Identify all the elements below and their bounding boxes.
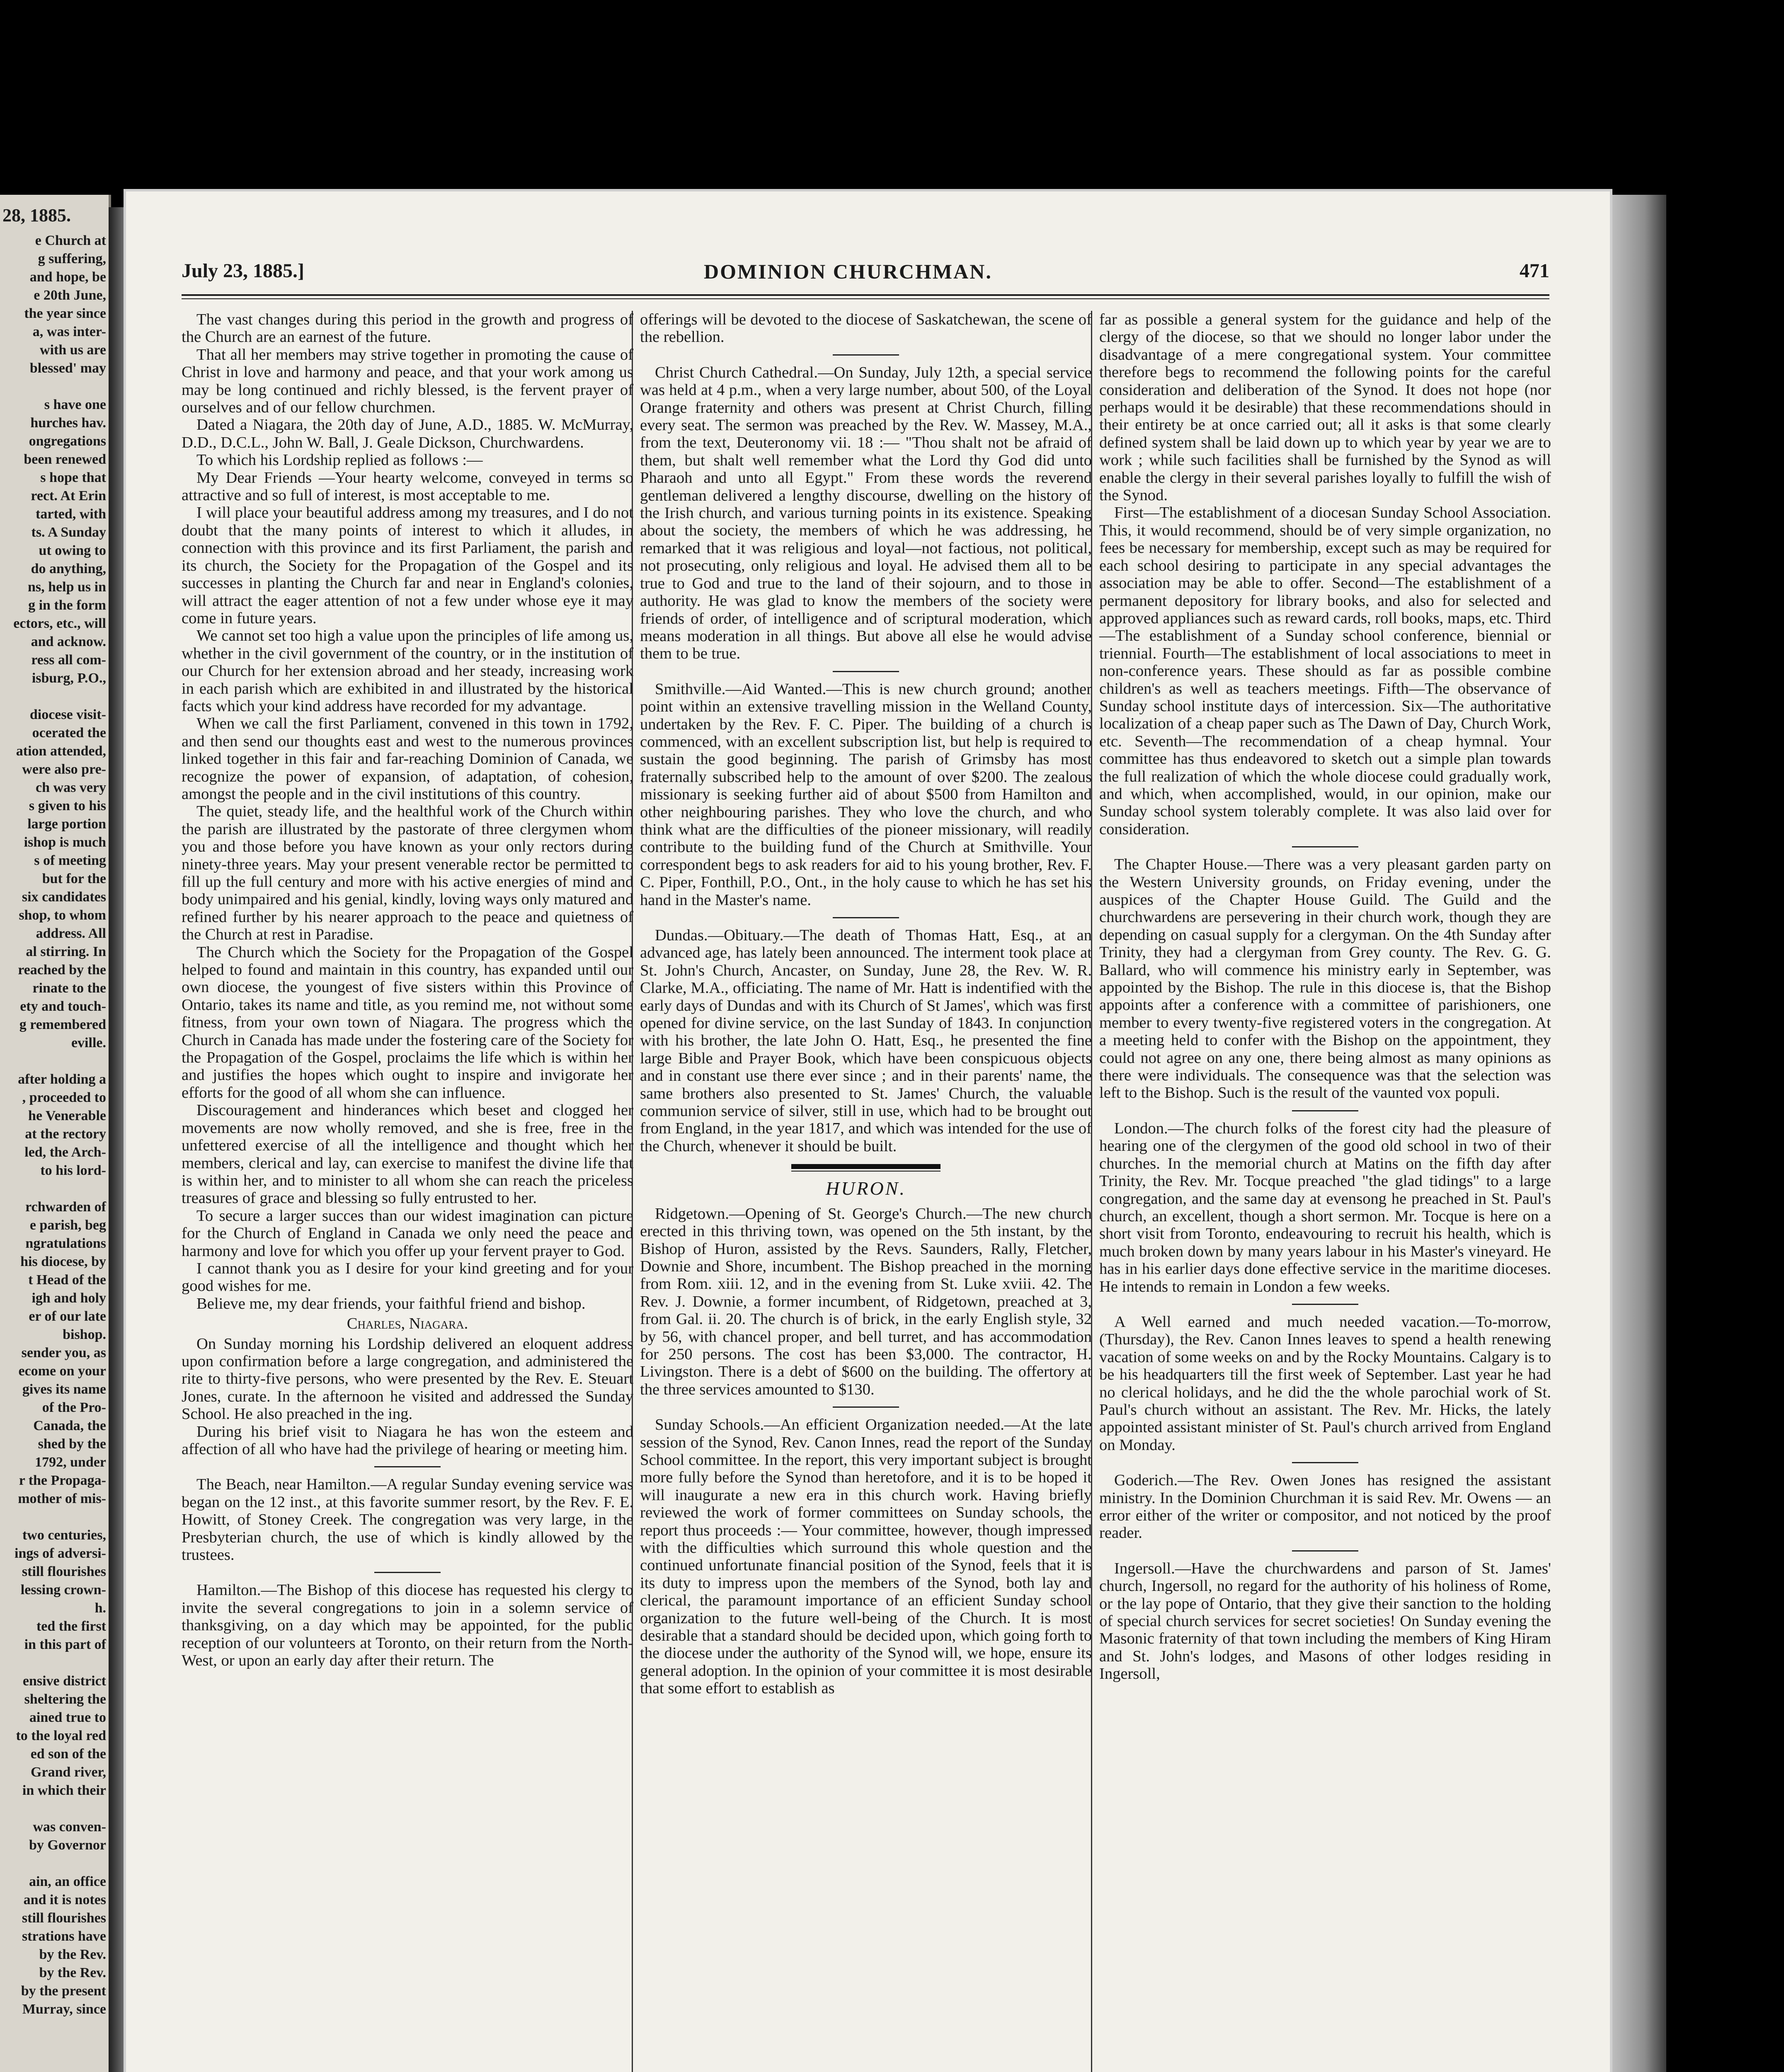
previous-page-line: ts. A Sunday (31, 525, 106, 540)
column-3 (1099, 311, 1551, 1683)
previous-page-line (0, 1800, 109, 1818)
issue-date: July 23, 1885.] (182, 260, 305, 282)
previous-page-line: h. (95, 1600, 106, 1616)
previous-page-line: rinate to the (32, 980, 106, 996)
previous-page-line: two centuries, (22, 1527, 106, 1543)
article-ridgetown: Ridgetown.—Opening of St. George's Church.—The new church erected in this thriving town, was opened on the 5th instant, by the Bishop of Huron, assisted by the Revs. Saunders, Rally, Fletcher, Downie and Shore, incumbent. The Bishop preached in the morning from Rom. xiii. 12, and in the evening from St. Luke xviii. 42. The Rev. J. Downie, a former incumbent, of Ridgetown, preached at 3, from Gal. ii. 20. The church is of brick, in the early English style, 32 by 56, with chancel proper, and bell turret, and has accommodation for 250 persons. The cost has been $3,000. The contractor, H. Livingston. There is a debt of $600 on the building. The offertory at the three services amounted to $130. (640, 1205, 1092, 1398)
previous-page-line: tarted, with (36, 506, 106, 522)
previous-page-text (0, 232, 109, 2019)
article-vacation: A Well earned and much needed vacation.—To-morrow, (Thursday), the Rev. Canon Innes leaves to spend a health renewing vacation of some weeks on and by the Rocky Mountains. Calgary is to be his headquarters till the first week of September. Last year he had no clerical holidays, and he did the the whole parochial work of St. Paul's church without an assistant. The Rev. Mr. Hicks, the lately appointed assistant minister of St. Paul's church arrived from England on Monday. (1099, 1313, 1551, 1454)
previous-page-line: ch was very (36, 780, 106, 795)
previous-page-line: ecome on your (18, 1363, 106, 1379)
previous-page-line: ngratulations (25, 1236, 106, 1251)
previous-page-line: gives its name (22, 1382, 106, 1397)
previous-page-line: after holding a (18, 1072, 106, 1087)
previous-page-line: by the Rev. (39, 1947, 106, 1962)
previous-page-line: igh and holy (32, 1290, 106, 1306)
section-separator (833, 354, 899, 356)
previous-page-line: but for the (42, 871, 106, 886)
previous-page-line: ted the first (36, 1619, 106, 1634)
previous-page-line: eville. (71, 1035, 106, 1051)
section-rule-thick (791, 1164, 940, 1169)
previous-page-line: diocese visit- (29, 707, 106, 722)
previous-page-line: r the Propaga- (19, 1473, 106, 1488)
previous-page-line: sheltering the (24, 1692, 106, 1707)
paragraph: On Sunday morning his Lordship delivered an eloquent address upon confirmation before a large congregation, and administered the rite to thirty-five persons, who were presented by the Rev. E. Steuart Jones, curate. In the afternoon he visited and addressed the Sunday School. He also preached in the ing. (182, 1335, 633, 1423)
previous-page-line: by the present (21, 1983, 106, 1999)
previous-page-line: he Venerable (28, 1108, 106, 1123)
previous-page-line: at the rectory (25, 1126, 106, 1142)
previous-page-line: still flourishes (22, 1910, 106, 1926)
page-header (182, 259, 1549, 288)
article-hamilton: Hamilton.—The Bishop of this diocese has requested his clergy to invite the several congregations to join in a solemn service of thanksgiving, on a day which may be appointed, for the public reception of our volunteers at Toronto, on their return from the North-West, or upon an early day after their return. The (182, 1581, 633, 1670)
section-separator (1292, 846, 1358, 847)
previous-page-line: ain, an office (29, 1874, 106, 1889)
previous-page-line: isburg, P.O., (32, 670, 106, 686)
previous-page-line: ut owing to (39, 543, 106, 558)
previous-page-line: address. All (36, 926, 106, 941)
previous-page-line: sender you, as (21, 1345, 106, 1360)
section-separator (833, 917, 899, 918)
article-christ-church: Christ Church Cathedral.—On Sunday, July 12th, a special service was held at 4 p.m., when a very large number, about 500, of the Loyal Orange fraternity and others was present at Christ Church, filling every seat. The sermon was preached by the Rev. W. Massey, M.A., from the text, Deuteronomy vii. 18 :— "Thou shalt not be afraid of them, but shalt well remember what the Lord thy God did unto Pharaoh and unto all Egypt." From these words the reverend gentleman delivered a lengthy discourse, dwelling on the history of the Irish church, and various turning points in its existence. Speaking about the society, the members of which he was addressing, he remarked that it was religious and loyal—not factious, not political, not prosecuting, only religious and loyal. He advised them all to be true to God and true to the land of their sojourn, and to those in authority. He was glad to know the members of the society were friends of order, of intelligence and of scriptural moderation, which means moderation in all things. But above all else he would advise them to be true. (640, 363, 1092, 663)
previous-page-line: , proceeded to (22, 1090, 106, 1105)
previous-page-line: the year since (24, 306, 106, 321)
previous-page-line: strations have (22, 1929, 106, 1944)
sunday-report-text (182, 1335, 633, 1458)
previous-page-line: ained true to (29, 1710, 106, 1725)
previous-page-line: s of meeting (34, 853, 106, 868)
previous-page-line: ectors, etc., will (13, 616, 106, 631)
paragraph: To secure a larger succes than our widest imagination can picture for the Church of England in Canada we only need the peace and harmony and love for which you offer up your fervent prayer to God. (182, 1207, 633, 1260)
previous-page-line: e 20th June, (34, 288, 106, 303)
previous-page-line: lessing crown- (20, 1582, 106, 1598)
previous-page-line (0, 1180, 109, 1198)
column-1 (182, 311, 633, 1669)
section-separator (1292, 1304, 1358, 1305)
previous-page-line: e Church at (35, 233, 106, 248)
section-separator (1292, 1462, 1358, 1463)
previous-page-line: Grand river, (31, 1765, 106, 1780)
previous-page-line: of the Pro- (42, 1400, 106, 1415)
previous-page-line: still flourishes (22, 1564, 106, 1579)
paragraph: My Dear Friends —Your hearty welcome, conveyed in terms so attractive and so full of interest, is most acceptable to me. (182, 469, 633, 504)
section-separator (1292, 1550, 1358, 1552)
section-separator (833, 671, 899, 672)
previous-page-line: e parish, beg (29, 1218, 106, 1233)
previous-page-line: ety and touch- (20, 999, 106, 1014)
previous-page-line: ress all com- (31, 652, 106, 668)
previous-page-line: in this part of (24, 1637, 106, 1652)
previous-page-line: Murray, since (22, 2002, 106, 2017)
previous-page-line: s hope that (40, 470, 106, 485)
masthead-title: DOMINION CHURCHMAN. (704, 260, 992, 283)
previous-page-line: al stirring. In (26, 944, 106, 959)
paragraph: To which his Lordship replied as follows :— (196, 451, 483, 469)
header-rule (182, 294, 1549, 296)
previous-page-line: ns, help us in (28, 579, 106, 595)
previous-page-line: in which their (22, 1783, 106, 1798)
previous-page-line: with us are (40, 342, 106, 358)
previous-page-line: ongregations (29, 433, 106, 449)
article-continuation: far as possible a general system for the guidance and help of the clergy of the diocese, so that we should no longer labor under the disadvantage of a mere congregational system. Your committee therefore begs to recommend the following points for the careful consideration and deliberation of the Synod. It does not hope (nor perhaps would it be desirable) that these recommendations should in their entirety be at once carried out; all it asks is that some clearly defined system shall be laid down up to which year by year we are to work ; while such facilities shall be furnished by the Synod as will enable the clergy in their several parishes loyally to fulfill the wish of the Synod. (1099, 311, 1551, 504)
previous-page-line: Canada, the (33, 1418, 106, 1433)
previous-page-line: hurches hav. (30, 415, 106, 431)
previous-page-line (0, 687, 109, 706)
previous-page-line: ensive district (22, 1673, 106, 1689)
previous-page-line: s have one (44, 397, 106, 412)
section-separator (374, 1466, 441, 1467)
previous-page-line (0, 1508, 109, 1526)
page-stack-edge (1612, 195, 1666, 2072)
previous-page-line: ishop is much (24, 835, 106, 850)
paragraph: We cannot set too high a value upon the principles of life among us, whether in the civil government of the country, or in the institution of our Church for her extension abroad and her steady, increasing work in each parish which are exhibited in and illustrated by the historical facts which your kind address have recorded for my advantage. (182, 627, 633, 715)
previous-page-line: ed son of the (30, 1746, 106, 1762)
paragraph: I cannot thank you as I desire for your kind greeting and for your good wishes for me. (182, 1259, 633, 1295)
article-goderich: Goderich.—The Rev. Owen Jones has resigned the assistant ministry. In the Dominion Churchman it is said Rev. Mr. Owens — an error either of the writer or compositor, and not noticed by the proof reader. (1099, 1472, 1551, 1542)
previous-page-line: g in the form (28, 598, 106, 613)
article-chapter-house: The Chapter House.—There was a very pleasant garden party on the Western University grounds, on Friday evening, under the auspices of the Chapter House Guild. The Guild and the churchwardens are persevering in their church work, though they are depending on casual supply for a clergyman. On the 4th Sunday after Trinity, they had a clergyman from Grey county. The Rev. G. G. Ballard, who will commence his ministry early in September, was appointed by the Bishop. The rule in this diocese is, that the Bishop appoints after a conference with a committee of parishioners, one member to every twenty-five registered voters in the congregation. At a meeting held to confer with the Bishop on the appointment, they could not agree on any one, there being almost as many opinions as there were individuals. The consequence was that the selection was left to the Bishop. Such is the result of the vaunted vox populi. (1099, 856, 1551, 1102)
column-2 (640, 311, 1092, 1697)
article-beach-hamilton: The Beach, near Hamilton.—A regular Sunday evening service was began on the 12 inst., at this favorite summer resort, by the Rev. F. E. Howitt, of Stoney Creek. The congregation was very large, in the Presbyterian church, the use of which is kindly allowed by the trustees. (182, 1476, 633, 1564)
previous-page-line: to his lord- (40, 1163, 106, 1178)
book-gutter (109, 207, 124, 2072)
previous-page-line: 1792, under (35, 1455, 106, 1470)
paragraph: Dated a Niagara, the 20th day of June, A.D., 1885. W. McMurray, D.D., D.C.L., John W. Ball, J. Geale Dickson, Churchwardens. (182, 416, 633, 451)
previous-page-line: ation attended, (16, 743, 106, 759)
previous-page-line: rect. At Erin (31, 488, 106, 503)
previous-page-line: large portion (27, 816, 106, 832)
header-rule-thin (182, 298, 1549, 299)
previous-page-line: mother of mis- (18, 1491, 106, 1506)
previous-page-line: and it is notes (23, 1892, 106, 1907)
previous-page-line: by the Rev. (39, 1965, 106, 1980)
newspaper-page (124, 189, 1612, 2072)
previous-page-line: g remembered (19, 1017, 106, 1032)
article-ingersoll: Ingersoll.—Have the churchwardens and parson of St. James' church, Ingersoll, no regard for the authority of his holiness of Rome, or the lay pope of Ontario, that they give their sanction to the holding of special church services for secret societies! On Sunday evening the Masonic fraternity of that town including the members of King Hiram and St. John's lodges, and Masons of other lodges residing in Ingersoll, (1099, 1559, 1551, 1683)
section-separator (833, 1406, 899, 1408)
previous-page-header: 28, 1885. (2, 205, 71, 225)
previous-page-line: ocerated the (32, 725, 106, 741)
paragraph: When we call the first Parliament, convened in this town in 1792, and then send our thoughts east and west to the numerous provinces linked together in this fair and far-reaching Dominion of Canada, we recognize the power of expansion, of adaptation, of cohesion, amongst the people and in the civil institutions of this country. (182, 715, 633, 803)
previous-page-line: er of our late (29, 1309, 106, 1324)
previous-page-line: blessed' may (29, 361, 106, 376)
paragraph: That all her members may strive together in promoting the cause of Christ in love and harmony and peace, and that your work among us may be long continued and richly blessed, is the fervent prayer of ourselves and of our fellow churchmen. (182, 346, 633, 416)
previous-page-line: by Governor (29, 1837, 106, 1853)
previous-page-line (0, 1052, 109, 1070)
paragraph: The Church which the Society for the Propagation of the Gospel helped to found and maintain in this country, has expanded until our own diocese, the youngest of five sisters within this Province of Ontario, takes its name and title, as you remind me, not without some fitness, from your own town of Niagara. The progress which the Church in Canada has made under the fostering care of the Society for the Propagation of the Gospel, proclaims the life which is within her and justifies the hopes which ought to inspire and invigorate her efforts for the good of all whom she can influence. (182, 943, 633, 1101)
previous-page-line: do anything, (31, 561, 106, 576)
previous-page-line: and acknow. (31, 634, 106, 649)
previous-page-line: and hope, be (29, 269, 106, 285)
article-sunday-schools: Sunday Schools.—An efficient Organization needed.—At the late session of the Synod, Rev. Canon Innes, read the report of the Sunday School committee. In the report, this very important subject is brought more fully before the Synod than heretofore, and it is to be hoped it will inaugurate a new era in this church work. Having briefly reviewed the work of former committees on Sunday schools, the report thus proceeds :— Your committee, however, though impressed with the difficulties which surround this whole question and the continued unfortunate financial position of the Synod, feels that it is its duty to impress upon the members of the Synod, both lay and clerical, the paramount importance of an efficient Sunday school organization to the future well-being of the Church. It is most desirable that a standard should be decided upon, which going forth to the diocese under the authority of the Synod will, we hope, ensure its general adoption. In the opinion of your committee it is most desirable that some effort to establish as (640, 1416, 1092, 1697)
paragraph: I will place your beautiful address among my treasures, and I do not doubt that the many points of interest to which it alludes, in connection with this province and its first Parliament, the parish and its church, the Society for the Propagation of the Gospel and its successes in planting the Church far and near in England's colonies, will attract the eager attention of not a few under whose eye it may come in future years. (182, 504, 633, 627)
article-london: London.—The church folks of the forest city had the pleasure of hearing one of the clergymen of the good old school in two of their churches. In the memorial church at Matins on the fifth day after Trinity, the Rev. Mr. Tocque preached "the glad tidings" to a large congregation, and the same day at evensong he preached in St. Paul's church, an excellent, though a short sermon. Mr. Tocque is here on a short visit from Toronto, endeavouring to recruit his health, which is much broken down by many years labour in his Master's vineyard. He has in his earlier days done effective service in the maritime dioceses. He intends to remain in London a few weeks. (1099, 1119, 1551, 1295)
previous-page-line: a, was inter- (32, 324, 106, 339)
signature: Charles, Niagara. (347, 1315, 468, 1333)
section-rule-thin (791, 1171, 940, 1172)
paragraph: The quiet, steady life, and the healthful work of the Church within the parish are illustrated by the pastorate of three clergymen whom you and those before you have known as your only rectors during ninety-three years. May your present venerable rector be permitted to fill up the full century and more with his active energies of mind and body unimpaired and his genial, kindly, loving ways only matured and refined further by his nearer approach to the peace and quietness of the Church at rest in Paradise. (182, 803, 633, 944)
previous-page-line: s given to his (29, 798, 106, 813)
paragraph: Discouragement and hinderances which beset and clogged her movements are now wholly removed, and she is free, free in the unfettered exercise of all the intelligence and thought which her members, clerical and lay, can exercise to manifest the divine life that is within her, and to minister to all whom she can reach the priceless treasures of grace and blessing so fully entrusted to her. (182, 1101, 633, 1207)
previous-page-line: his diocese, by (20, 1254, 106, 1269)
previous-page-line (0, 378, 109, 396)
previous-page-line: bishop. (63, 1327, 106, 1342)
section-heading-huron: HURON. (826, 1178, 906, 1199)
section-separator (1292, 1110, 1358, 1111)
previous-page-line: t Head of the (28, 1272, 106, 1288)
previous-page-line: g suffering, (38, 251, 106, 266)
previous-page-line: was conven- (33, 1819, 106, 1835)
paragraph: Believe me, my dear friends, your faithful friend and bishop. (196, 1295, 586, 1312)
previous-page-line: reached by the (18, 962, 106, 978)
previous-page-line: shed by the (38, 1436, 106, 1452)
previous-page-line: rchwarden of (25, 1199, 106, 1215)
niagara-address-text (182, 311, 633, 1312)
article-smithville: Smithville.—Aid Wanted.—This is new church ground; another point within an extensive travelling mission in the Welland County, undertaken by the Rev. F. C. Piper. The building of a church is commenced, with an excellent subscription list, but help is required to sustain the good beginning. The parish of Grimsby has most fraternally subscribed help to the amount of over $200. The zealous missionary is seeking further aid of about $500 from Hamilton and other neighbouring parishes. They who love the church, and who think what are the difficulties of the pioneer missionary, will readily contribute to the building fund of the Church at Smithville. Your correspondent begs to ask readers for aid to his young brother, Rev. F. C. Piper, Fonthill, P.O., Ont., in the holy cause to which he has set his hand in the Master's name. (640, 680, 1092, 909)
article-dundas: Dundas.—Obituary.—The death of Thomas Hatt, Esq., at an advanced age, has lately been announced. The interment took place at St. John's Church, Ancaster, on Sunday, June 28, the Rev. W. R. Clarke, M.A., officiating. The name of Mr. Hatt is indentified with the early days of Dundas and with its Church of St James', which was first opened for divine service, on the last Sunday of 1843. In conjunction with his brother, the late John O. Hatt, Esq., he presented the fine large Bible and Prayer Book, which have been conspicuous objects and in constant use there ever since ; and in their parents' name, the same brothers also presented to St. James' Church, the valuable communion service of silver, still in use, which had to be brought out from England, in the year 1817, and which was intended for the use of the Church, whenever it should be built. (640, 927, 1092, 1155)
recommendations-list: First—The establishment of a diocesan Sunday School Association. This, it would recommend, should be of very simple organization, no fees be necessary for membership, except such as may be required for each school desiring to participate in any special advantages the association may be able to offer. Second—The establishment of a permanent depository for library books, and also for selected and approved appliances such as reward cards, roll books, maps, etc. Third—The establishment of a Sunday school conference, biennial or triennial. Fourth—The establishment of local associations to meet in non-conference years. These should as far as possible combine children's as well as teachers meetings. Fifth—The observance of Sunday school institute days of intercession. Six—The authoritative localization of a cheap paper such as The Dawn of Day, Church Work, etc. Seventh—The recommendation of a cheap hymnal. Your committee has thus endeavored to sketch out a simple plan towards the full realization of which the whole diocese could gradually work, and which, when accomplished, would, in our opinion, make our Sunday school system tolerably complete. It was also laid over for consideration. (1099, 504, 1551, 838)
section-separator (374, 1572, 441, 1573)
previous-page-line: shop, to whom (19, 908, 106, 923)
article-continuation: offerings will be devoted to the diocese of Saskatchewan, the scene of the rebellion. (640, 311, 1092, 346)
page-number: 471 (1520, 260, 1549, 282)
previous-page-line: to the loyal red (16, 1728, 106, 1743)
previous-page-line: been renewed (24, 452, 106, 467)
previous-page-line (0, 1654, 109, 1672)
paragraph: The vast changes during this period in the growth and progress of the Church are an earnest of the future. (182, 311, 633, 346)
previous-page-line (0, 1854, 109, 1873)
previous-page-line: six candidates (22, 889, 106, 905)
previous-page-line: led, the Arch- (24, 1145, 106, 1160)
previous-page-line: were also pre- (22, 762, 106, 777)
paragraph: During his brief visit to Niagara he has won the esteem and affection of all who have had the privilege of hearing or meeting him. (182, 1423, 633, 1458)
previous-page-edge (0, 195, 111, 2072)
previous-page-line: ings of adversi- (15, 1546, 106, 1561)
